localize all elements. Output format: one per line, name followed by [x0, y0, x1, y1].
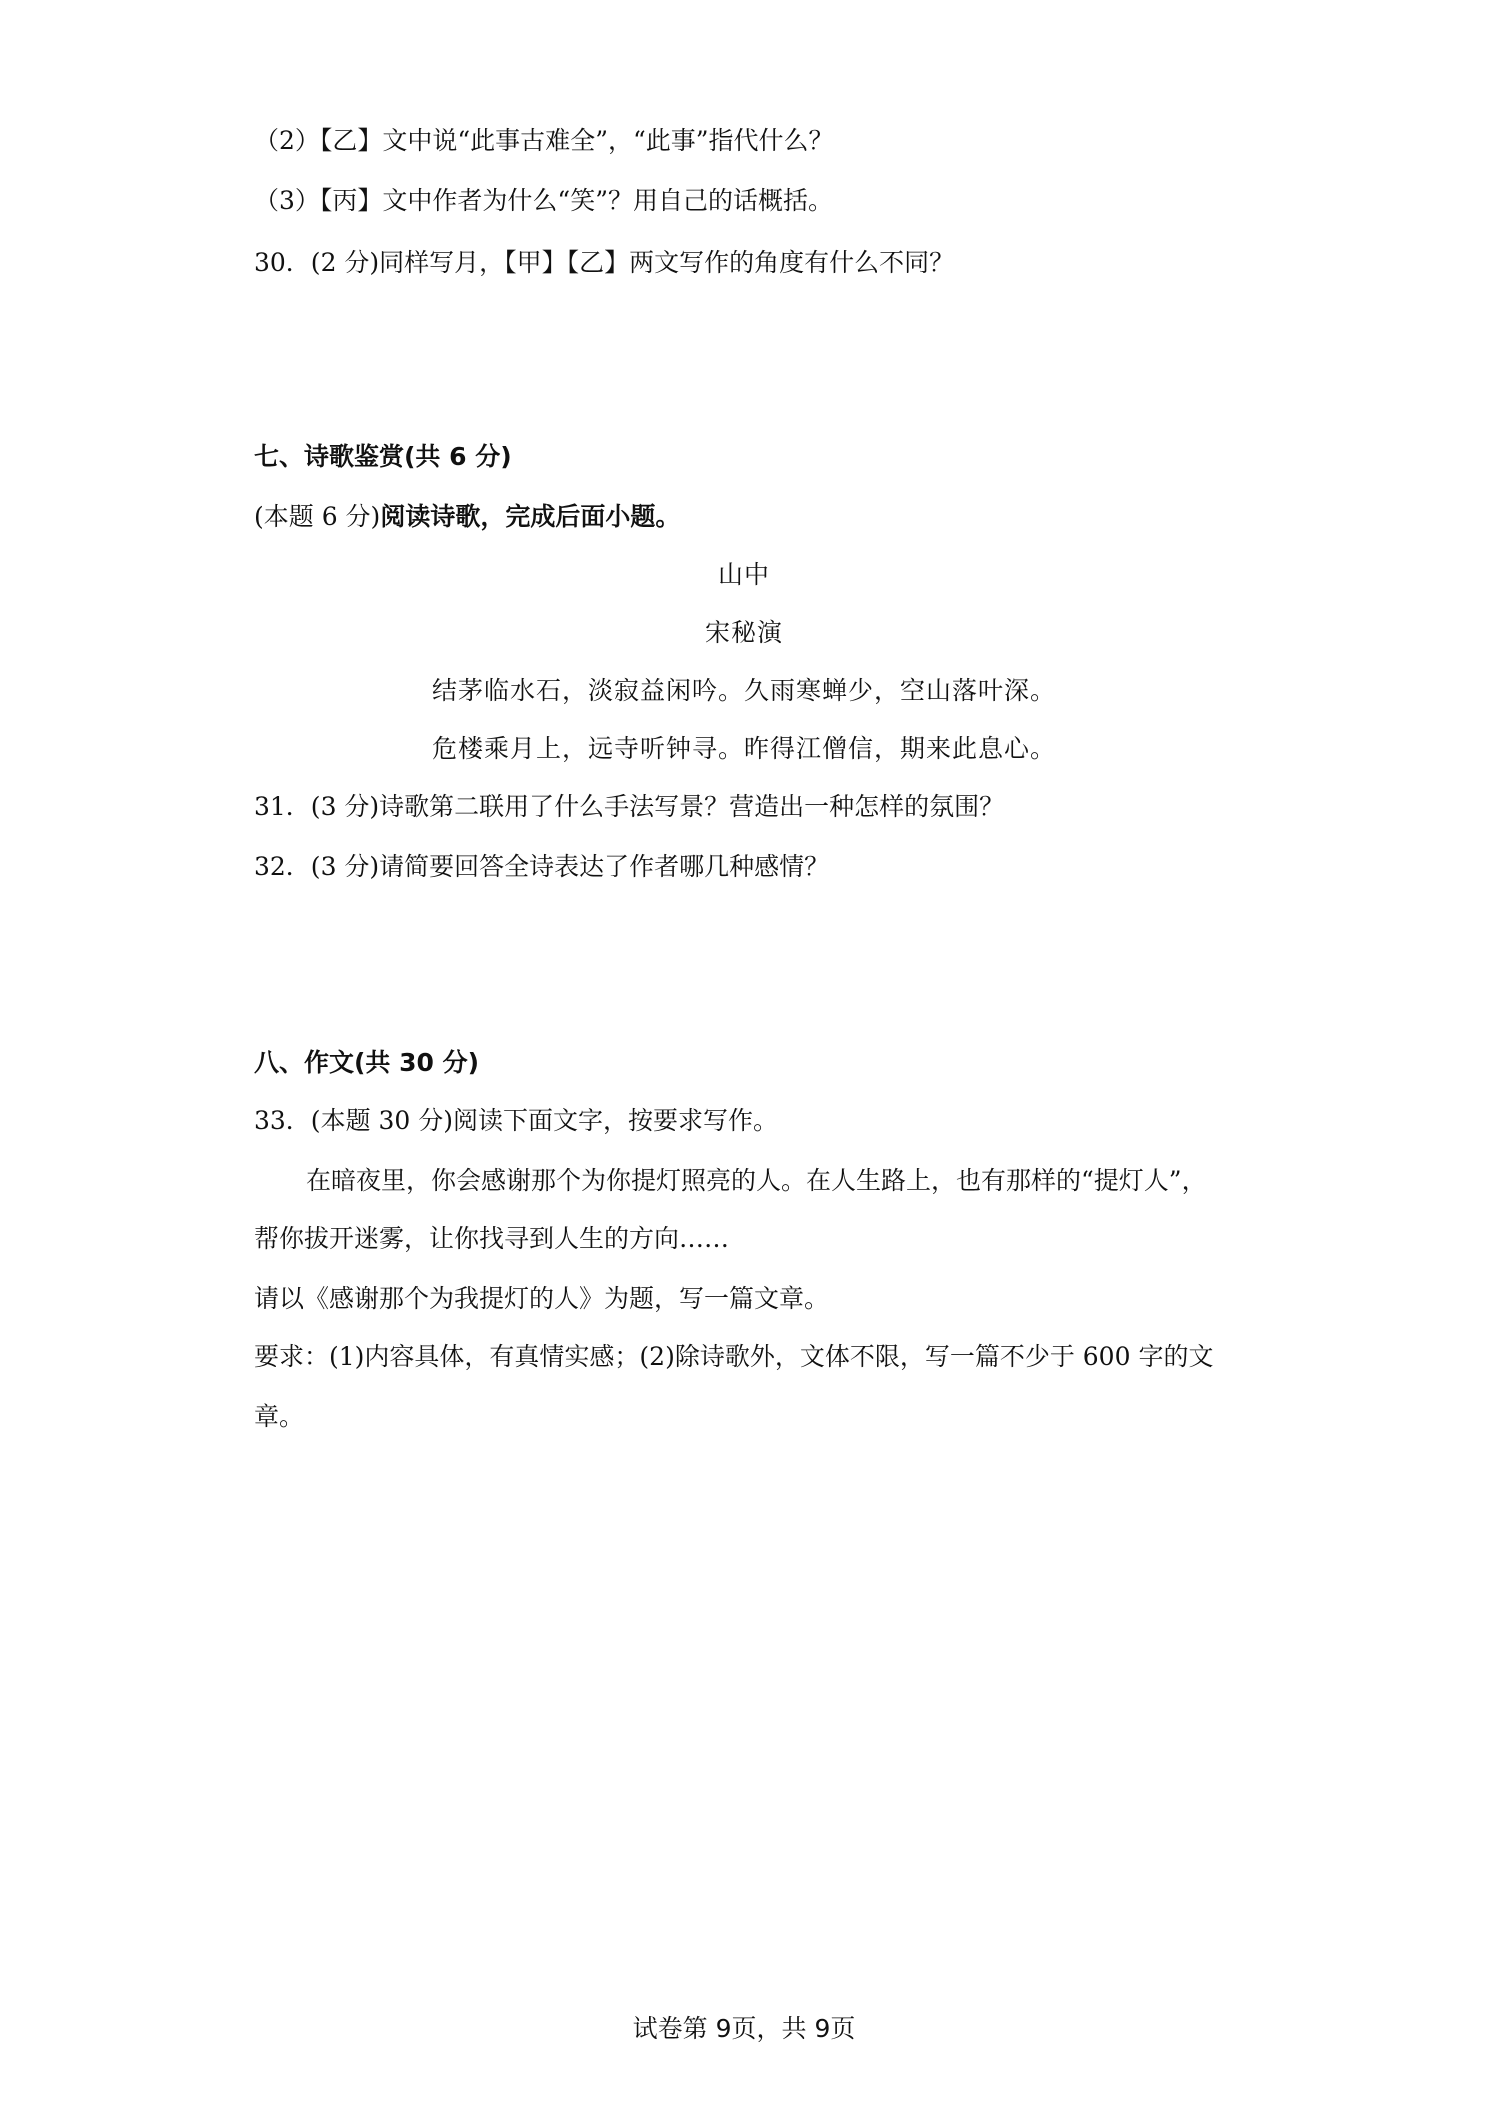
- poem-title: 山中: [717, 560, 770, 589]
- poem-line-1: 结茅临水石，淡寂益闲吟。久雨寒蝉少，空山落叶深。: [431, 676, 1056, 705]
- material-line-1: 在暗夜里，你会感谢那个为你提灯照亮的人。在人生路上，也有那样的“提灯人”，: [306, 1166, 1207, 1195]
- section-7-intro-instruction: 阅读诗歌，完成后面小题。: [380, 502, 681, 531]
- question-29-3: （3）【丙】文中作者为什么“笑”？用自己的话概括。: [254, 186, 833, 215]
- question-32: 32．(3 分)请简要回答全诗表达了作者哪几种感情？: [254, 852, 830, 881]
- poem-author: 宋秘演: [704, 618, 783, 647]
- poem-line-2: 危楼乘月上，远寺听钟寻。昨得江僧信，期来此息心。: [431, 734, 1056, 763]
- question-31: 31．(3 分)诗歌第二联用了什么手法写景？营造出一种怎样的氛围？: [254, 792, 1005, 821]
- material-line-2: 帮你拔开迷雾，让你找寻到人生的方向……: [254, 1224, 730, 1253]
- question-29-2: （2）【乙】文中说“此事古难全”，“此事”指代什么？: [254, 126, 834, 155]
- section-7-title: 七、诗歌鉴赏(共 6 分): [254, 442, 512, 471]
- section-7-intro: [254, 500, 1254, 534]
- essay-prompt: 请以《感谢那个为我提灯的人》为题，写一篇文章。: [254, 1284, 830, 1313]
- question-30: 30．(2 分)同样写月，【甲】【乙】两文写作的角度有什么不同？: [254, 248, 955, 277]
- requirements-line-1: 要求：(1)内容具体，有真情实感；(2)除诗歌外，文体不限，写一篇不少于 600 字的文: [254, 1342, 1214, 1371]
- page-footer: 试卷第 9页，共 9页: [632, 2014, 856, 2043]
- section-7-intro-score: (本题 6 分): [254, 502, 381, 531]
- question-33: 33．(本题 30 分)阅读下面文字，按要求写作。: [254, 1106, 779, 1135]
- requirements-line-2: 章。: [254, 1402, 305, 1431]
- section-8-title: 八、作文(共 30 分): [254, 1048, 480, 1077]
